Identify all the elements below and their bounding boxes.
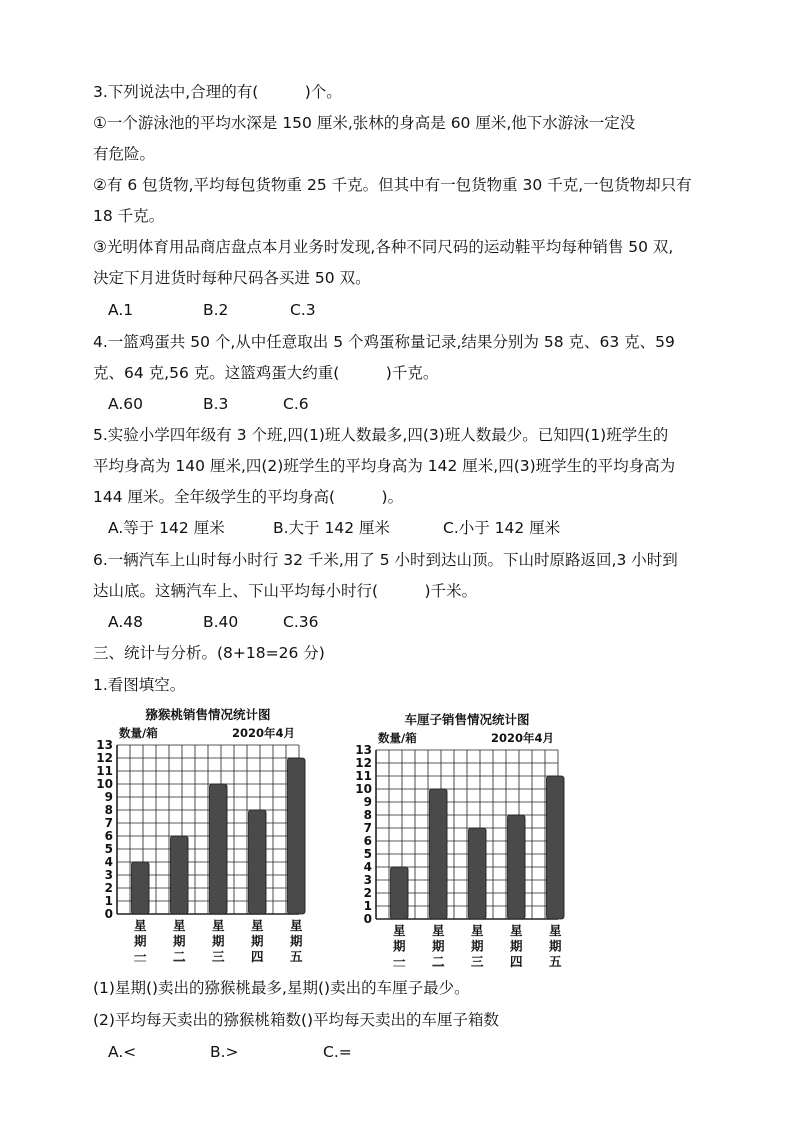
bar [391, 867, 409, 919]
bar [132, 862, 150, 914]
y-tick-label: 13 [355, 743, 372, 757]
cherry-sales-chart [352, 710, 582, 970]
x-tick-label: 星 [212, 918, 225, 933]
bar [508, 815, 526, 919]
y-tick-label: 8 [363, 808, 372, 822]
x-tick-label: 星 [393, 923, 406, 938]
x-tick-label: 星 [471, 923, 484, 938]
y-tick-label: 1 [363, 899, 372, 913]
y-tick-label: 5 [363, 847, 372, 861]
x-tick-label: 四 [251, 949, 264, 964]
q5-line3: 144 厘米。全年级学生的平均身高( )。 [93, 488, 404, 506]
bar [171, 836, 189, 914]
q3-option-c[interactable]: C.3 [290, 301, 316, 319]
x-tick-label: 星 [173, 918, 186, 933]
x-tick-label: 期 [432, 938, 445, 954]
fill-blank-2: (2)平均每天卖出的猕猴桃箱数()平均每天卖出的车厘子箱数 [93, 1011, 500, 1029]
q3-stem: 3.下列说法中,合理的有( )个。 [93, 83, 342, 101]
q4-option-b[interactable]: B.3 [203, 395, 229, 413]
y-tick-label: 7 [363, 821, 372, 835]
q3-item1-cont: 有危险。 [93, 145, 156, 163]
q3-item1: ①一个游泳池的平均水深是 150 厘米,张林的身高是 60 厘米,他下水游泳一定没 [93, 114, 636, 132]
y-tick-label: 11 [96, 764, 113, 778]
x-tick-label: 期 [471, 938, 484, 954]
x-tick-label: 期 [134, 933, 147, 949]
choice-option-a[interactable]: A.< [108, 1043, 137, 1061]
y-tick-label: 3 [363, 873, 372, 887]
q6-line1: 6.一辆汽车上山时每小时行 32 千米,用了 5 小时到达山顶。下山时原路返回,3 小时到 [93, 551, 678, 569]
choice-option-b[interactable]: B.> [210, 1043, 239, 1061]
x-tick-label: 期 [549, 938, 562, 954]
y-tick-label: 6 [363, 834, 372, 848]
q3-item3-cont: 决定下月进货时每种尺码各买进 50 双。 [93, 269, 371, 287]
chart-title: 猕猴桃销售情况统计图 [145, 707, 271, 722]
q5-option-c[interactable]: C.小于 142 厘米 [443, 519, 561, 537]
q5-line1: 5.实验小学四年级有 3 个班,四(1)班人数最多,四(3)班人数最少。已知四(1)班学生的 [93, 426, 669, 444]
q6-option-c[interactable]: C.36 [283, 613, 319, 631]
x-tick-label: 一 [393, 954, 406, 969]
bar [249, 810, 267, 914]
x-tick-label: 星 [290, 918, 303, 933]
y-tick-label: 9 [104, 790, 113, 804]
q3-item3: ③光明体育用品商店盘点本月业务时发现,各种不同尺码的运动鞋平均每种销售 50 双, [93, 238, 674, 256]
q4-line1: 4.一篮鸡蛋共 50 个,从中任意取出 5 个鸡蛋称量记录,结果分别为 58 克、63 克、59 [93, 333, 675, 351]
bar [430, 789, 448, 919]
y-tick-label: 7 [104, 816, 113, 830]
x-tick-label: 星 [251, 918, 264, 933]
y-tick-label: 10 [96, 777, 113, 791]
x-tick-label: 二 [432, 954, 445, 969]
q5-option-a[interactable]: A.等于 142 厘米 [108, 519, 225, 537]
x-tick-label: 期 [290, 933, 303, 949]
bar [288, 758, 306, 914]
y-tick-label: 10 [355, 782, 372, 796]
fill-blank-1: (1)星期()卖出的猕猴桃最多,星期()卖出的车厘子最少。 [93, 979, 470, 997]
y-tick-label: 4 [104, 855, 113, 869]
x-tick-label: 期 [510, 938, 523, 954]
y-tick-label: 4 [363, 860, 372, 874]
x-tick-label: 五 [290, 949, 303, 964]
q3-option-b[interactable]: B.2 [203, 301, 229, 319]
y-tick-label: 2 [104, 881, 113, 895]
q4-line2: 克、64 克,56 克。这篮鸡蛋大约重( )千克。 [93, 364, 439, 382]
y-tick-label: 2 [363, 886, 372, 900]
x-tick-label: 二 [173, 949, 186, 964]
q6-line2: 达山底。这辆汽车上、下山平均每小时行( )千米。 [93, 582, 478, 600]
choice-option-c[interactable]: C.= [323, 1043, 352, 1061]
y-tick-label: 3 [104, 868, 113, 882]
q4-option-c[interactable]: C.6 [283, 395, 309, 413]
y-tick-label: 12 [96, 751, 113, 765]
y-tick-label: 8 [104, 803, 113, 817]
x-tick-label: 一 [134, 949, 147, 964]
bar [210, 784, 228, 914]
x-tick-label: 期 [393, 938, 406, 954]
x-tick-label: 期 [173, 933, 186, 949]
chart-date: 2020年4月 [231, 726, 295, 740]
x-tick-label: 星 [510, 923, 523, 938]
bar [547, 776, 565, 919]
y-tick-label: 5 [104, 842, 113, 856]
x-tick-label: 三 [471, 954, 484, 969]
q5-option-b[interactable]: B.大于 142 厘米 [273, 519, 390, 537]
y-tick-label: 6 [104, 829, 113, 843]
x-tick-label: 三 [212, 949, 225, 964]
q3-item2: ②有 6 包货物,平均每包货物重 25 千克。但其中有一包货物重 30 千克,一包货物却只有 [93, 176, 692, 194]
x-tick-label: 星 [134, 918, 147, 933]
x-tick-label: 五 [549, 954, 562, 969]
y-tick-label: 0 [363, 912, 372, 926]
q4-option-a[interactable]: A.60 [108, 395, 143, 413]
y-tick-label: 0 [104, 907, 113, 921]
y-axis-label: 数量/箱 [378, 731, 417, 745]
x-tick-label: 期 [251, 933, 264, 949]
y-axis-label: 数量/箱 [119, 726, 158, 740]
y-tick-label: 13 [96, 738, 113, 752]
y-tick-label: 12 [355, 756, 372, 770]
y-tick-label: 1 [104, 894, 113, 908]
x-tick-label: 期 [212, 933, 225, 949]
q3-option-a[interactable]: A.1 [108, 301, 134, 319]
q5-line2: 平均身高为 140 厘米,四(2)班学生的平均身高为 142 厘米,四(3)班学生的平均身高为 [93, 457, 676, 475]
x-tick-label: 四 [510, 954, 523, 969]
bar [469, 828, 487, 919]
kiwi-sales-chart [93, 705, 323, 965]
chart-date: 2020年4月 [490, 731, 554, 745]
q6-option-a[interactable]: A.48 [108, 613, 143, 631]
y-tick-label: 9 [363, 795, 372, 809]
q6-option-b[interactable]: B.40 [203, 613, 239, 631]
q3-item2-cont: 18 千克。 [93, 207, 165, 225]
x-tick-label: 星 [549, 923, 562, 938]
y-tick-label: 11 [355, 769, 372, 783]
x-tick-label: 星 [432, 923, 445, 938]
chart-title: 车厘子销售情况统计图 [404, 712, 530, 727]
section3-sub1: 1.看图填空。 [93, 676, 186, 694]
section3-heading: 三、统计与分析。(8+18=26 分) [93, 644, 325, 662]
